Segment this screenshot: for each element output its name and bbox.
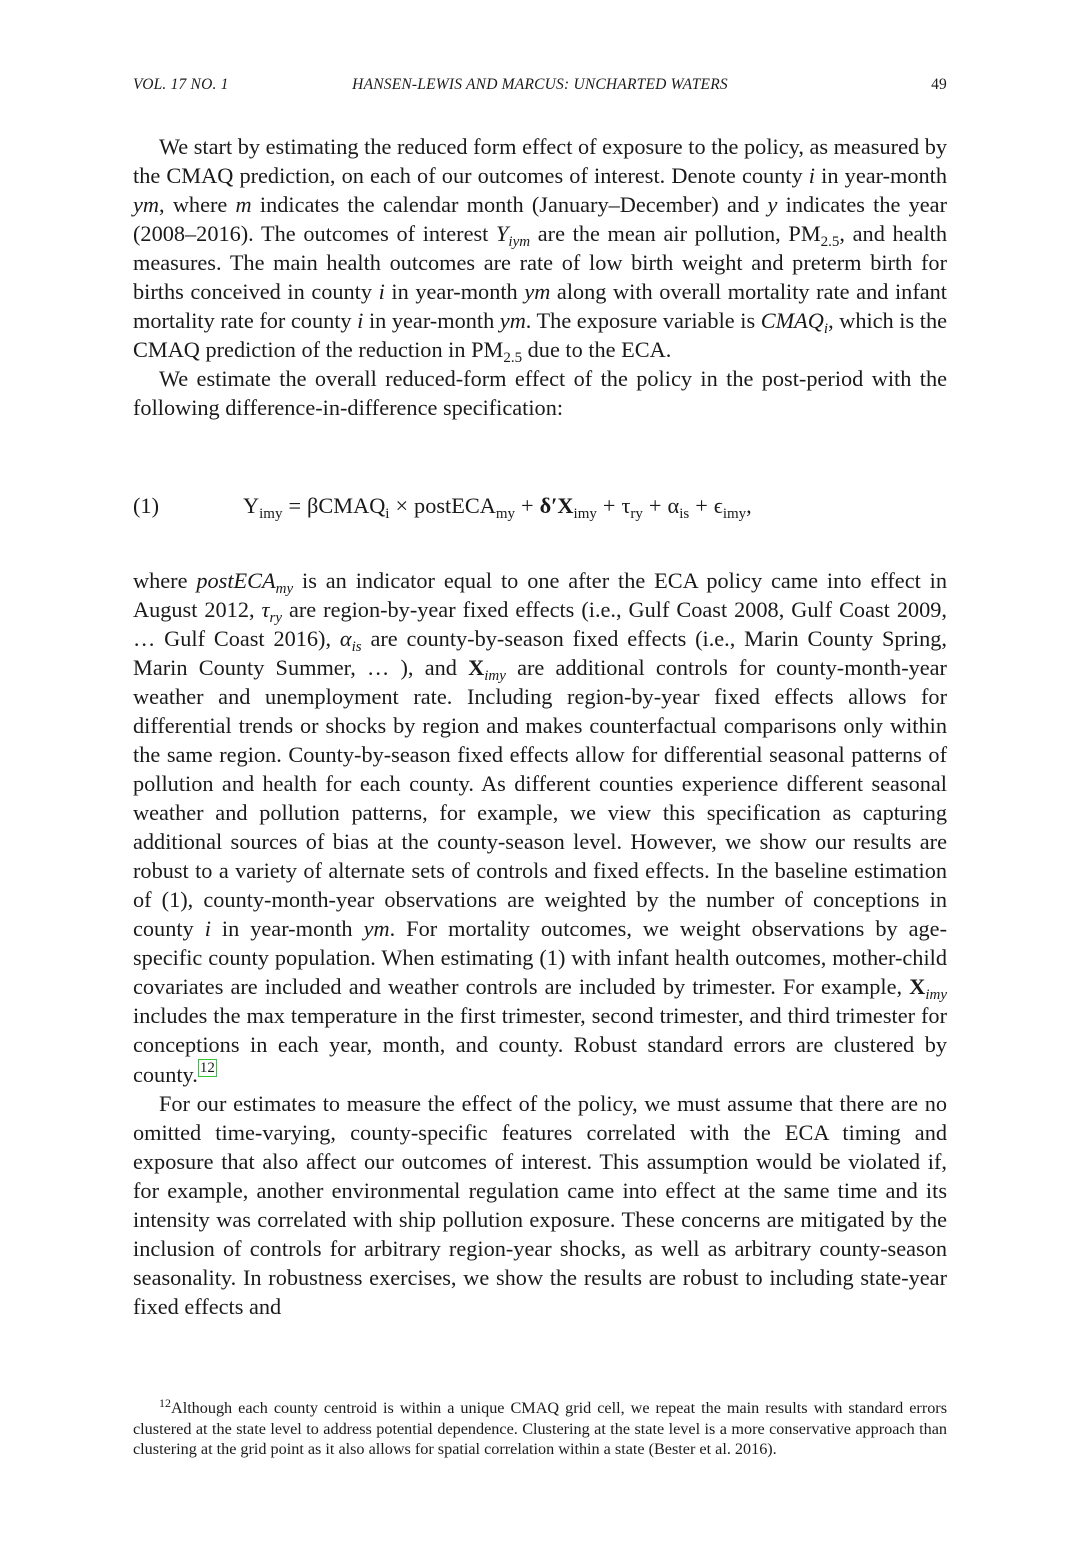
volume-label: VOL. 17 NO. 1 [133,76,229,93]
running-header [133,76,947,100]
footnote-12 [133,1398,947,1460]
paragraph-2: We estimate the overall reduced-form effect of the policy in the post-period with the following difference-in-difference specification: [133,366,947,420]
paragraph-1: We start by estimating the reduced form effect of exposure to the policy, as measured by the CMAQ prediction, on each of our outcomes of interest. Denote county i in year-month ym, where m indicates the calendar month (January–December) and y indicates the year (2008–2016). The outcomes of interest $Y_{iym}$ are the mean air pollution, $PM_{2.5}$, and health measures. The main health outcomes are rate of low birth weight and preterm birth for births conceived in county i in year-month ym along with overall mortality rate and infant mortality rate for county i in year-month ym. The exposure variable is $CMAQ_i$, which is the CMAQ prediction of the reduction in $PM_{2.5}$ due to the ECA. [133,134,947,366]
paragraph-3: where postECA$_{my}$ is an indicator equal to one after the ECA policy came into effect in August 2012, $\tau_{ry}$ are region-by-year fixed effects (i.e., Gulf Coast 2008, Gulf Coast 2009, … Gulf Coast 2016), $\alpha_{is}$ are county-by-season fixed effects (i.e., Marin County Spring, Marin County Summer, … ), and $X_{imy}$ are additional controls for county-month-year weather and unemployment rate. Including region-by-year fixed effects allows for differential trends or shocks by region and makes counterfactual comparisons only within the same region. County-by-season fixed effects allow for differential seasonal patterns of pollution and health for each county. As different counties experience different seasonal weather and pollution patterns, for example, we view this specification as capturing additional sources of bias at the county-season level. However, we show our results are robust to a variety of alternate sets of controls and fixed effects. In the baseline estimation of (1), county-month-year observations are weighted by the number of conceptions in county i in year-month ym. For mortality outcomes, we weight observations by age-specific county population. When estimating (1) with infant health outcomes, mother-child covariates are included and weather controls are included by trimester. For example, $X_{imy}$ includes the max temperature in the first trimester, second trimester, and third trimester for conceptions in each year, month, and county. Robust standard errors are clustered by county. 12 [133,568,948,1087]
equation-number: (1) [133,493,159,518]
equation-1 [133,493,947,525]
body-text-lower [133,566,947,1321]
paragraph-4: For our estimates to measure the effect of the policy, we must assume that there are no omitted time-varying, county-specific features correlated with the ECA timing and exposure that also affect our outcomes of interest. This assumption would be violated if, for example, another environmental regulation came into effect at the same time and its intensity was correlated with ship pollution exposure. These concerns are mitigated by the inclusion of controls for arbitrary region-year shocks, as well as arbitrary county-season seasonality. In robustness exercises, we show the results are robust to including state-year fixed effects and [133,1091,947,1319]
body-text-upper [133,132,947,422]
equation-body: $Y_{imy}$ = βCMAQ$_i$ × postECA$_{my}$ + $\delta'X_{imy} + \tau_{ry} + \alpha_{is} + \epsilon_{imy}$, [243,493,752,522]
footnote-12-link[interactable]: 12 [199,1060,215,1076]
page-number: 49 [931,76,947,93]
footnote-number: 12 [159,1396,171,1410]
footnote-text: Although each county centroid is within a unique CMAQ grid cell, we repeat the main results with standard errors clustered at the state level to address potential dependence. Clustering at the state level is a more conservative approach than clustering at the grid point as it also allows for spatial correlation within a state (Bester et al. 2016). [133,1399,947,1458]
running-title: HANSEN-LEWIS AND MARCUS: UNCHARTED WATERS [352,76,728,93]
